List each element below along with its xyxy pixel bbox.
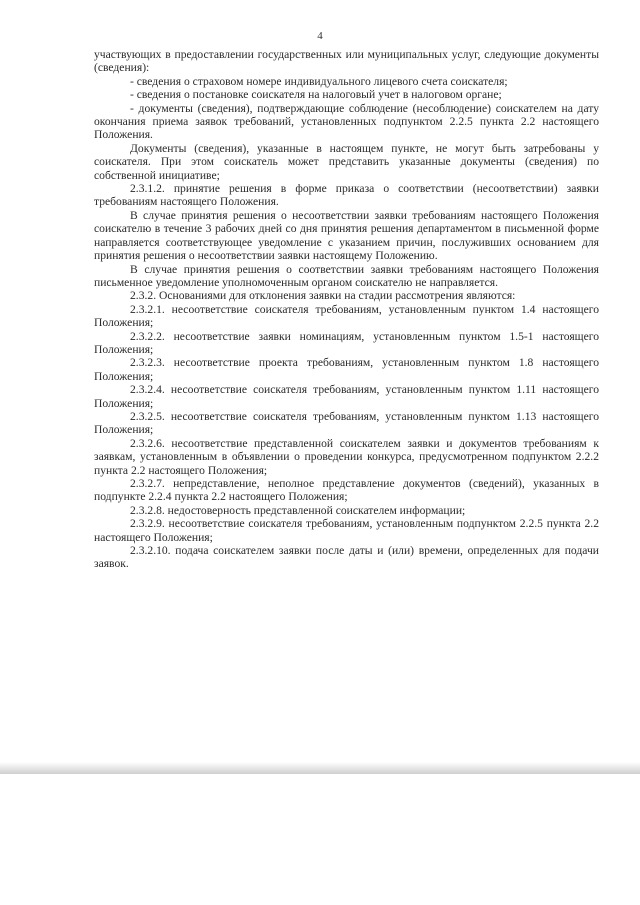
clause: 2.3.2. Основаниями для отклонения заявки на стадии рассмотрения являются: <box>130 289 516 303</box>
clause: 2.3.2.2. несоответствие заявки номинациям, установленным пунктом 1.5-1 настоящего Положения; <box>94 329 599 356</box>
paragraph: Документы (сведения), указанные в настоящем пункте, не могут быть затребованы у соискателя. При этом соискатель может представить указанные документы (сведения) по собственной инициативе; <box>94 141 599 182</box>
clause: 2.3.2.9. несоответствие соискателя требованиям, установленным подпунктом 2.2.5 пункта 2.2 настоящего Положения; <box>94 517 599 544</box>
clause: 2.3.2.3. несоответствие проекта требованиям, установленным пунктом 1.8 настоящего Положения; <box>94 356 599 383</box>
paragraph: В случае принятия решения о несоответствии заявки требованиям настоящего Положения соискателю в течение 3 рабочих дней со дня принятия решения департаментом в письменной форме направляется соответствующее уведомление с указанием причин, послуживших основанием для принятия решения о несоответствии заявки настоящему Положению. <box>94 208 599 263</box>
clause: 2.3.2.5. несоответствие соискателя требованиям, установленным пунктом 1.13 настоящего Положения; <box>94 409 599 437</box>
list-item: - сведения о страховом номере индивидуального лицевого счета соискателя; <box>130 74 508 88</box>
document-body <box>94 48 599 571</box>
list-item: - документы (сведения), подтверждающие соблюдение (несоблюдение) соискателем на дату окончания приема заявок требований, установленных подпунктом 2.2.5 пункта 2.2 настоящего Положения. <box>94 101 599 142</box>
list-item: - сведения о постановке соискателя на налоговый учет в налоговом органе; <box>130 88 502 102</box>
clause: 2.3.2.7. непредставление, неполное представление документов (сведений), указанных в подпункте 2.2.4 пункта 2.2 настоящего Положения; <box>94 477 599 504</box>
paragraph: участвующих в предоставлении государственных или муниципальных услуг, следующие документы (сведения): <box>94 48 599 75</box>
scan-edge-shadow <box>0 762 640 774</box>
page-number: 4 <box>317 30 323 42</box>
clause: 2.3.2.10. подача соискателем заявки после даты и (или) времени, определенных для подачи заявок. <box>94 544 599 571</box>
clause: 2.3.2.1. несоответствие соискателя требованиям, установленным пунктом 1.4 настоящего Положения; <box>94 302 599 330</box>
clause: 2.3.2.6. несоответствие представленной соискателем заявки и документов требованиям к заявкам, установленным в объявлении о проведении конкурса, предусмотренном подпунктом 2.2.2 пункта 2.2 настоящего Положения; <box>94 436 599 477</box>
clause: 2.3.1.2. принятие решения в форме приказа о соответствии (несоответствии) заявки требованиям настоящего Положения. <box>94 182 599 209</box>
clause: 2.3.2.8. недостоверность представленной соискателем информации; <box>130 503 466 517</box>
paragraph: В случае принятия решения о соответствии заявки требованиям настоящего Положения письменное уведомление уполномоченным органом соискателю не направляется. <box>94 262 599 289</box>
clause: 2.3.2.4. несоответствие соискателя требованиям, установленным пунктом 1.11 настоящего Положения; <box>94 383 599 410</box>
